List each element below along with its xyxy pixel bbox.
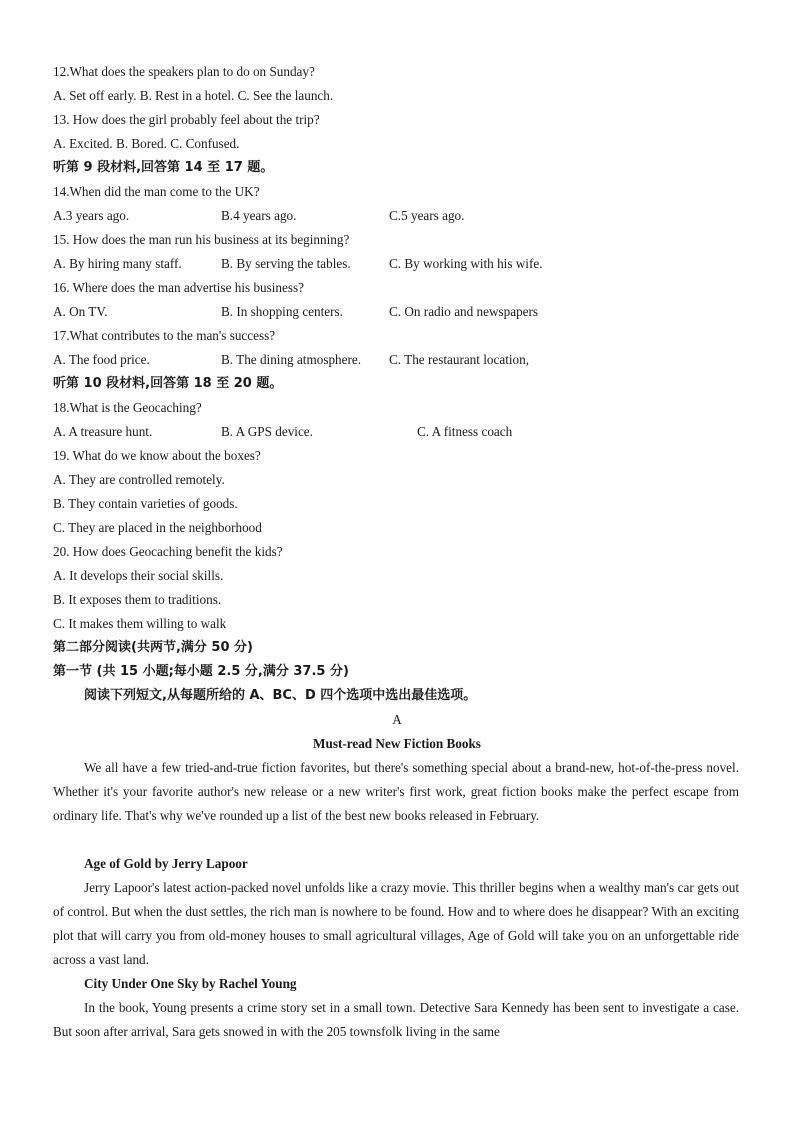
- question-15-option-b: B. By serving the tables.: [221, 256, 351, 271]
- question-17-stem: 17.What contributes to the man's success?: [53, 328, 276, 343]
- question-14-stem: 14.When did the man come to the UK?: [53, 184, 260, 199]
- section-10-heading: 听第 10 段材料,回答第 18 至 20 题。: [53, 376, 283, 391]
- question-12-stem: 12.What does the speakers plan to do on Sunday?: [53, 64, 315, 79]
- question-19-stem: 19. What do we know about the boxes?: [53, 448, 261, 463]
- question-17-option-a: A. The food price.: [53, 352, 150, 367]
- part-2-title: 第二部分阅读(共两节,满分 50 分): [53, 640, 253, 655]
- question-16-option-a: A. On TV.: [53, 304, 108, 319]
- question-20-stem: 20. How does Geocaching benefit the kids?: [53, 544, 283, 559]
- question-17-option-b: B. The dining atmosphere.: [221, 352, 362, 367]
- question-14-option-c: C.5 years ago.: [389, 208, 465, 223]
- question-18-option-a: A. A treasure hunt.: [53, 424, 153, 439]
- question-16-option-b: B. In shopping centers.: [221, 304, 343, 319]
- question-12-options: A. Set off early. B. Rest in a hotel. C. See the launch.: [53, 88, 334, 103]
- question-15-option-a: A. By hiring many staff.: [53, 256, 182, 271]
- question-15-option-c: C. By working with his wife.: [389, 256, 543, 271]
- question-13-options: A. Excited. B. Bored. C. Confused.: [53, 136, 240, 151]
- reading-instruction: 阅读下列短文,从每题所给的 A、BC、D 四个选项中选出最佳选项。: [84, 688, 477, 703]
- question-18-stem: 18.What is the Geocaching?: [53, 400, 202, 415]
- question-20-option-b: B. It exposes them to traditions.: [53, 592, 222, 607]
- book-1-paragraph: Jerry Lapoor's latest action-packed novel unfolds like a crazy movie. This thriller begins when a wealthy man's car gets out of control. But when the dust settles, the rich man is nowhere to be found. How and to where does he disappear? With an exciting plot that will carry you from old-money houses to small agricultural villages, Age of Gold will take you on an unforgettable ride across a vast land.: [53, 880, 739, 967]
- question-16-option-c: C. On radio and newspapers: [389, 304, 539, 319]
- section-9-heading: 听第 9 段材料,回答第 14 至 17 题。: [53, 160, 274, 175]
- question-18-option-b: B. A GPS device.: [221, 424, 313, 439]
- question-19-option-a: A. They are controlled remotely.: [53, 472, 225, 487]
- question-20-option-a: A. It develops their social skills.: [53, 568, 224, 583]
- question-15-stem: 15. How does the man run his business at its beginning?: [53, 232, 350, 247]
- question-19-option-b: B. They contain varieties of goods.: [53, 496, 238, 511]
- passage-title: Must-read New Fiction Books: [313, 736, 481, 751]
- book-2-heading: City Under One Sky by Rachel Young: [84, 976, 297, 991]
- question-13-stem: 13. How does the girl probably feel about the trip?: [53, 112, 320, 127]
- part-2-section-1-heading: 第一节 (共 15 小题;每小题 2.5 分,满分 37.5 分): [53, 664, 349, 679]
- question-19-option-c: C. They are placed in the neighborhood: [53, 520, 262, 535]
- question-20-option-c: C. It makes them willing to walk: [53, 616, 227, 631]
- book-2-paragraph: In the book, Young presents a crime story set in a small town. Detective Sara Kennedy has been sent to investigate a case. But soon after arrival, Sara gets snowed in with the 205 townsfolk living in the same: [53, 1000, 739, 1039]
- book-1-heading: Age of Gold by Jerry Lapoor: [84, 856, 248, 871]
- question-14-option-a: A.3 years ago.: [53, 208, 130, 223]
- question-17-option-c: C. The restaurant location,: [389, 352, 530, 367]
- question-16-stem: 16. Where does the man advertise his business?: [53, 280, 304, 295]
- passage-label: A: [392, 712, 402, 727]
- passage-intro-paragraph: We all have a few tried-and-true fiction favorites, but there's something special about a brand-new, hot-of-the-press novel. Whether it's your favorite author's new release or a new writer's first work, great fiction books make the perfect escape from ordinary life. That's why we've rounded up a list of the best new books released in February.: [53, 760, 739, 823]
- question-18-option-c: C. A fitness coach: [417, 424, 513, 439]
- question-14-option-b: B.4 years ago.: [221, 208, 297, 223]
